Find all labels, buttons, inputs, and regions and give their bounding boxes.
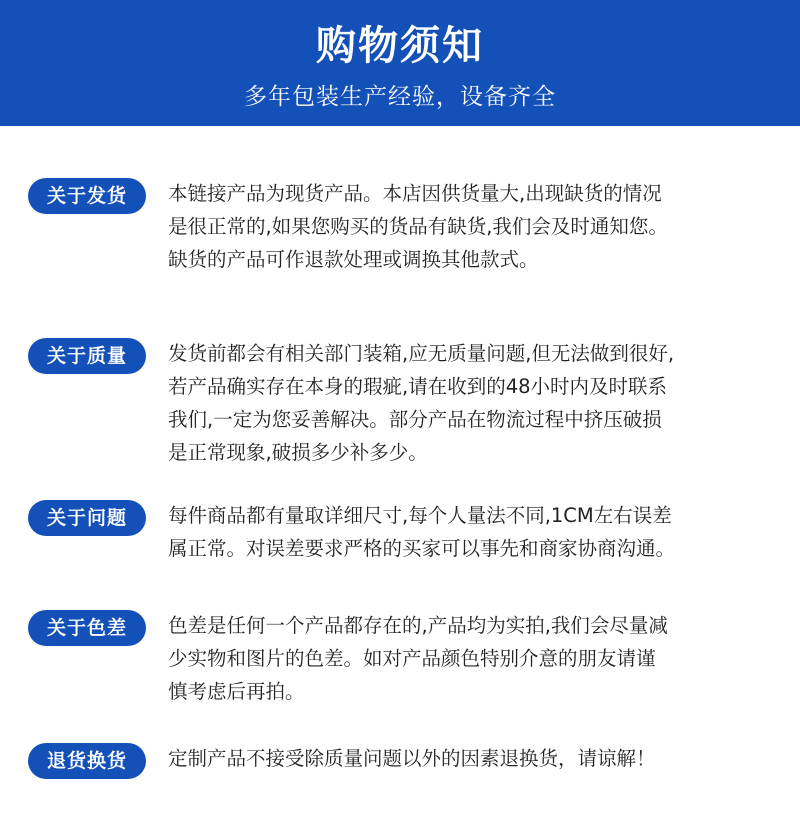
text-line: 属正常。对误差要求严格的买家可以事先和商家协商沟通。 bbox=[168, 537, 676, 560]
section-text-shipping bbox=[168, 177, 768, 276]
text-line: 是正常现象,破损多少补多少。 bbox=[168, 441, 428, 464]
section-text-quality bbox=[168, 337, 768, 469]
text-line: 缺货的产品可作退款处理或调换其他款式。 bbox=[168, 248, 539, 271]
text-line: 慎考虑后再拍。 bbox=[168, 680, 305, 703]
section-badge-color-difference: 关于色差 bbox=[28, 610, 146, 646]
section-badge-quality: 关于质量 bbox=[28, 338, 146, 374]
header-banner bbox=[0, 0, 800, 126]
text-line: 定制产品不接受除质量问题以外的因素退换货，请谅解！ bbox=[168, 747, 656, 770]
page-title: 购物须知 bbox=[316, 23, 484, 69]
section-badge-questions: 关于问题 bbox=[28, 500, 146, 536]
text-line: 若产品确实存在本身的瑕疵,请在收到的48小时内及时联系 bbox=[168, 375, 668, 398]
text-line: 是很正常的,如果您购买的货品有缺货,我们会及时通知您。 bbox=[168, 215, 668, 238]
text-line: 我们,一定为您妥善解决。部分产品在物流过程中挤压破损 bbox=[168, 408, 662, 431]
text-line: 本链接产品为现货产品。本店因供货量大,出现缺货的情况 bbox=[168, 182, 662, 205]
text-line: 色差是任何一个产品都存在的,产品均为实拍,我们会尽量减 bbox=[168, 614, 668, 637]
section-badge-returns: 退货换货 bbox=[28, 743, 146, 779]
section-text-questions bbox=[168, 499, 768, 565]
section-text-color-difference bbox=[168, 609, 768, 708]
text-line: 每件商品都有量取详细尺寸,每个人量法不同,1CM左右误差 bbox=[168, 504, 672, 527]
text-line: 少实物和图片的色差。如对产品颜色特别介意的朋友请谨 bbox=[168, 647, 656, 670]
section-badge-shipping: 关于发货 bbox=[28, 178, 146, 214]
text-line: 发货前都会有相关部门装箱,应无质量问题,但无法做到很好, bbox=[168, 342, 675, 365]
page-subtitle: 多年包装生产经验，设备齐全 bbox=[244, 84, 556, 110]
section-text-returns bbox=[168, 742, 768, 775]
